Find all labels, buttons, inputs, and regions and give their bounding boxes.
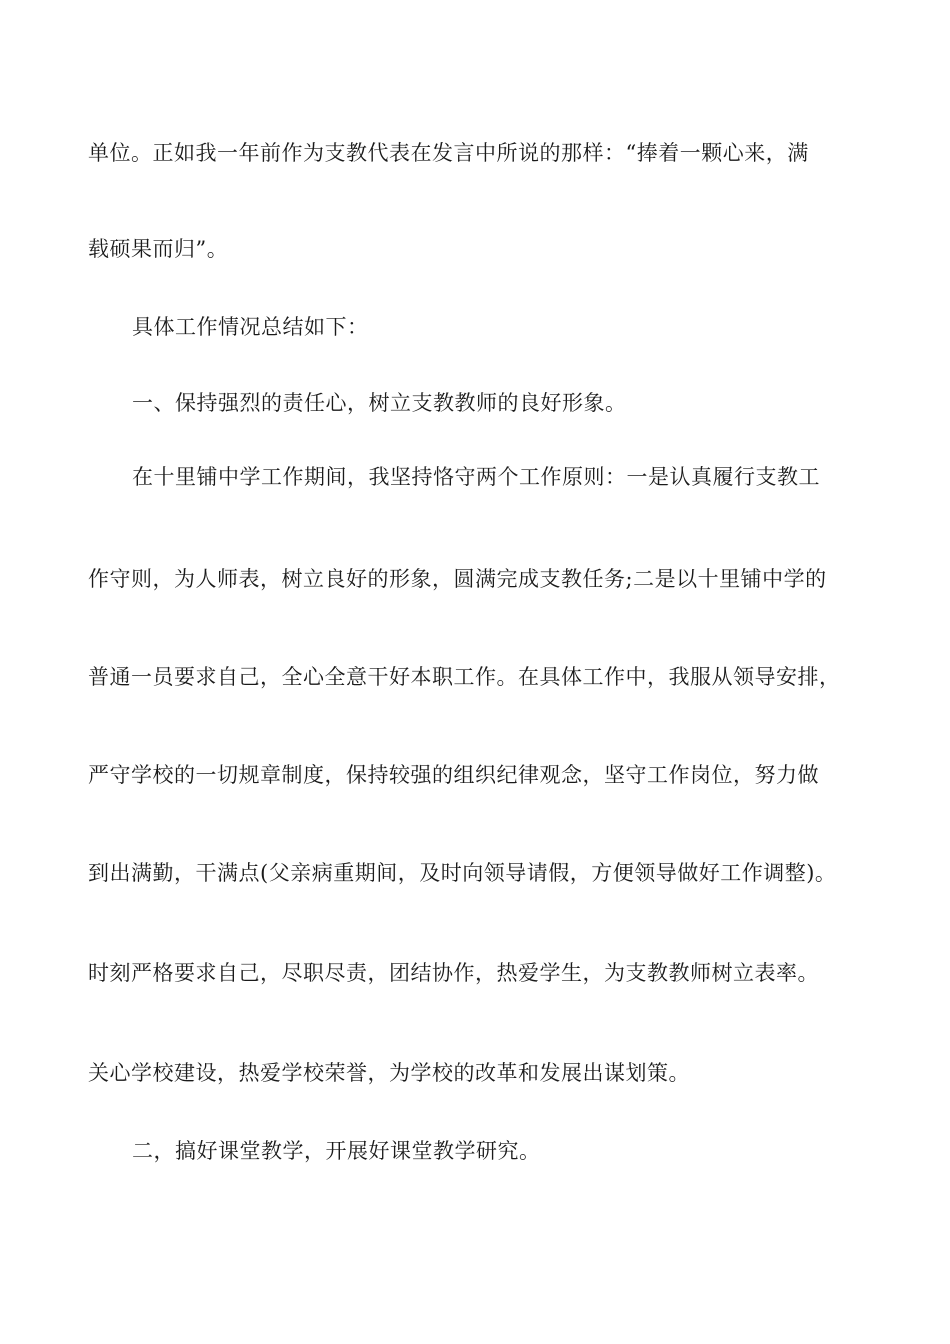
text-line-3: 具体工作情况总结如下：	[132, 315, 369, 339]
text-line-10: 时刻严格要求自己，尽职尽责，团结协作，热爱学生，为支教教师树立表率。	[88, 961, 819, 985]
text-line-9: 到出满勤，干满点(父亲病重期间，及时向领导请假，方便领导做好工作调整)。	[88, 861, 837, 885]
text-line-8: 严守学校的一切规章制度，保持较强的组织纪律观念，坚守工作岗位，努力做	[88, 763, 819, 787]
text-line-6: 作守则，为人师表，树立良好的形象，圆满完成支教任务;二是以十里铺中学的	[88, 567, 827, 591]
text-line-5: 在十里铺中学工作期间，我坚持恪守两个工作原则：一是认真履行支教工	[132, 465, 820, 489]
section-heading-1: 一、保持强烈的责任心，树立支教教师的良好形象。	[132, 391, 627, 415]
section-heading-2: 二，搞好课堂教学，开展好课堂教学研究。	[132, 1139, 541, 1163]
text-line-2: 载硕果而归”。	[88, 237, 229, 261]
text-line-1: 单位。正如我一年前作为支教代表在发言中所说的那样：“捧着一颗心来，满	[88, 141, 809, 165]
text-line-7: 普通一员要求自己，全心全意干好本职工作。在具体工作中，我服从领导安排，	[88, 665, 841, 689]
text-line-11: 关心学校建设，热爱学校荣誉，为学校的改革和发展出谋划策。	[88, 1061, 690, 1085]
